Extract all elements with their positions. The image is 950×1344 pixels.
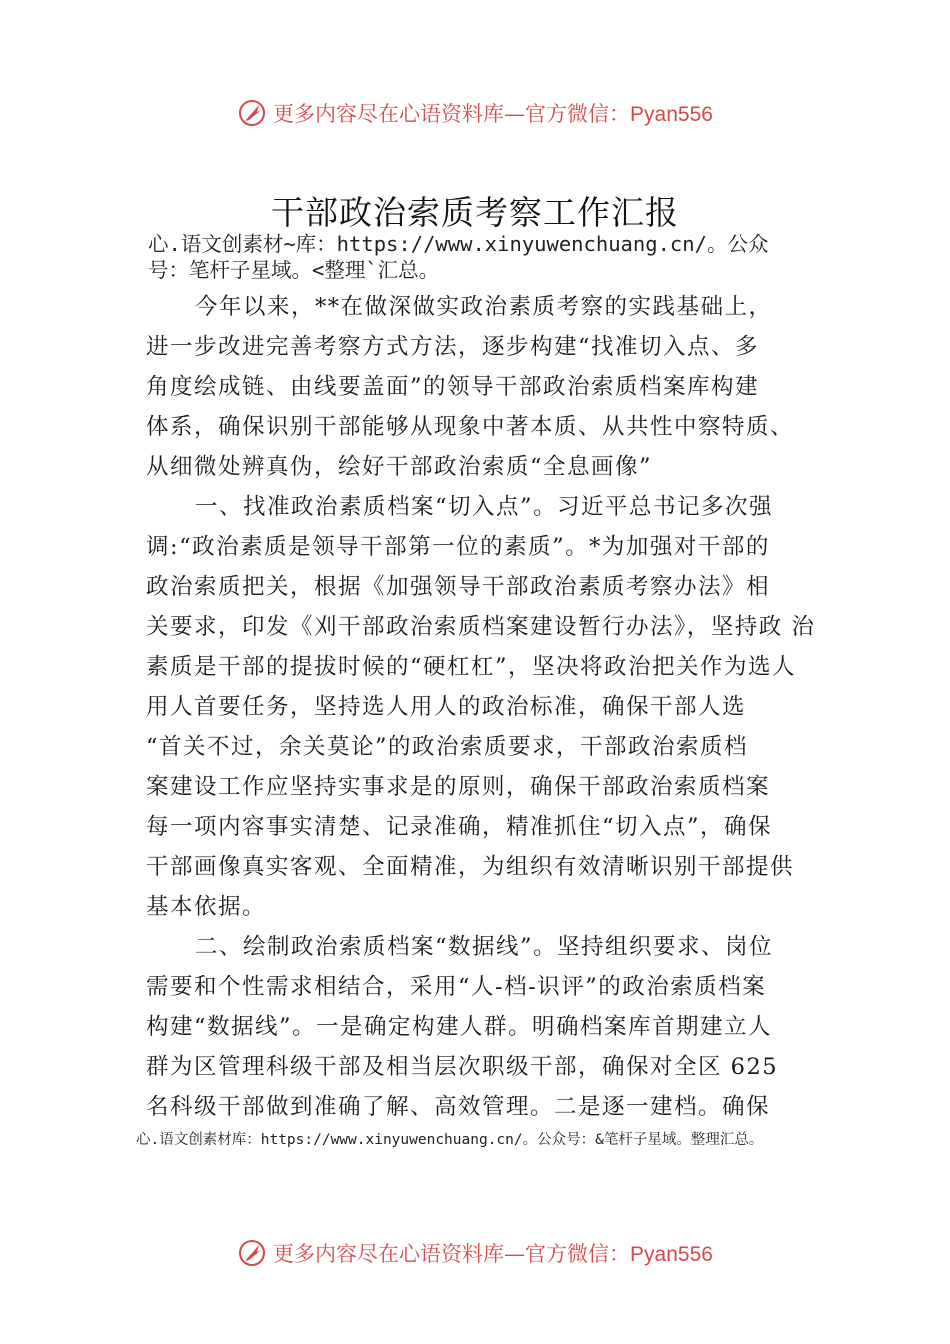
body-line: 干部画像真实客观、全面精准，为组织有效清晰识别干部提供 — [146, 854, 795, 880]
banner-code: Pyan556 — [630, 103, 713, 126]
top-banner — [0, 98, 950, 128]
page-title: 干部政治索质考察工作汇报 — [271, 193, 679, 232]
bottom-banner — [0, 1238, 950, 1268]
body-line: 一、找准政治素质档案“切入点”。习近平总书记多次强 — [195, 494, 774, 520]
body-line: 调:“政治素质是领导干部第一位的素质”。*为加强对干部的 — [146, 534, 770, 560]
body-line: 二、绘制政治索质档案“数据线”。坚持组织要求、岗位 — [195, 934, 774, 960]
body-line: 从细微处辨真伪，绘好干部政治索质“全息画像” — [146, 454, 653, 480]
body-line: 名科级干部做到准确了解、高效管理。二是逐一建档。确保 — [146, 1094, 771, 1120]
body-line: 素质是干部的提拔时候的“硬杠杠”，坚决将政治把关作为选人 — [146, 654, 797, 680]
banner-text: 更多内容尽在心语资料库—官方微信： — [273, 1242, 631, 1266]
body-line: “首关不过，余关莫论”的政治索质要求，干部政治索质档 — [146, 734, 749, 760]
footer-source-note: 心.语文创素材库：https://www.xinyuwenchuang.cn/。公众号：&笔杆子星域。整理汇总。 — [136, 1132, 764, 1148]
body-line: 需要和个性需求相结合，采用“人-档-识评”的政治索质档案 — [146, 974, 767, 1000]
body-line: 政治索质把关，根据《加强领导干部政治素质考察办法》相 — [146, 574, 771, 600]
body-line: 每一项内容事实清楚、记录准确，精准抓住“切入点”，确保 — [146, 814, 773, 840]
body-line: 构建“数据线”。一是确定构建人群。明确档案库首期建立人 — [146, 1014, 773, 1040]
banner-code: Pyan556 — [630, 1243, 713, 1266]
source-note — [148, 231, 838, 283]
body-line: 案建设工作应坚持实事求是的原则，确保干部政治索质档案 — [146, 774, 771, 800]
document-body — [146, 287, 816, 1127]
body-line: 用人首要任务，坚持选人用人的政治标准，确保干部人选 — [146, 694, 747, 720]
body-line: 体系，确保识别干部能够从现象中著本质、从共性中察特质、 — [146, 414, 795, 440]
body-line: 基本依据。 — [146, 894, 267, 920]
quill-logo-icon — [237, 1238, 267, 1268]
source-line-1: 心.语文创素材~库：https://www.xinyuwenchuang.cn/。公众 — [148, 232, 769, 256]
body-line: 角度绘成链、由线要盖面”的领导干部政治索质档案库构建 — [146, 374, 760, 400]
body-line: 今年以来，**在做深做实政治素质考察的实践基础上， — [195, 294, 773, 320]
body-line: 进一步改进完善考察方式方法，逐步构建“找准切入点、多 — [146, 334, 760, 360]
banner-text: 更多内容尽在心语资料库—官方微信： — [273, 102, 631, 126]
quill-logo-icon — [237, 98, 267, 128]
body-line: 群为区管理科级干部及相当层次职级干部，确保对全区 625 — [146, 1054, 779, 1080]
source-line-2: 号：笔杆子星域。<整理`汇总。 — [148, 258, 440, 282]
body-line: 关要求，印发《刈干部政治索质档案建设暂行办法》，坚持政 治 — [146, 614, 816, 640]
